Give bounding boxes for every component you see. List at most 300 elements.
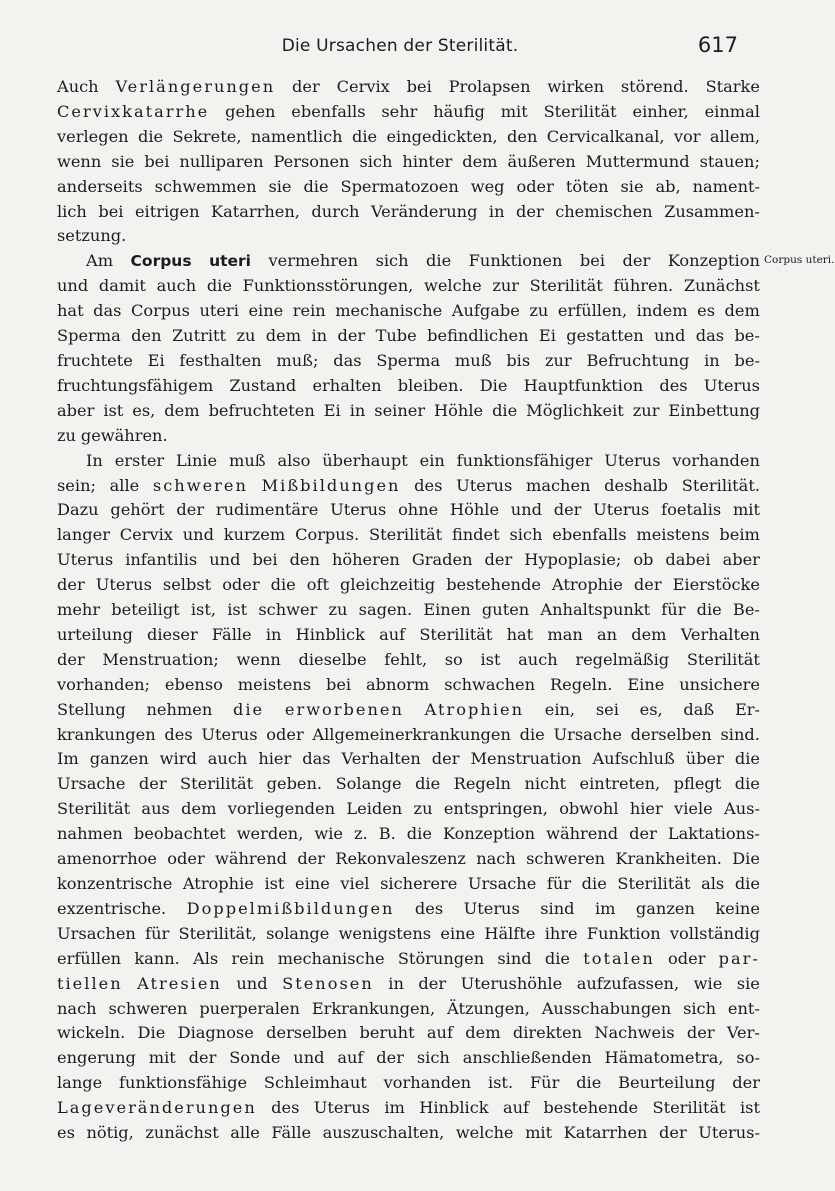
word: der bbox=[57, 649, 85, 669]
word: auch bbox=[156, 276, 197, 296]
word: viel bbox=[340, 874, 370, 893]
word: exzentrische. bbox=[57, 898, 167, 918]
word: alle bbox=[109, 475, 140, 495]
word: auf bbox=[379, 624, 406, 644]
word: vollständig bbox=[669, 923, 760, 943]
word: setzung. bbox=[57, 226, 127, 246]
word: Funktion bbox=[586, 923, 661, 943]
word: äußeren bbox=[507, 151, 576, 171]
word: Im bbox=[57, 749, 79, 769]
word: das bbox=[695, 326, 725, 346]
word: In bbox=[86, 450, 103, 470]
word: nulliparen bbox=[179, 151, 264, 171]
word: Hauptfunktion bbox=[523, 375, 644, 395]
text-line bbox=[57, 399, 760, 424]
spaced-emphasis-word: Atrophien bbox=[424, 699, 525, 719]
word: zu bbox=[413, 799, 433, 819]
word: Die bbox=[479, 375, 508, 395]
word: verlegen bbox=[57, 126, 129, 146]
word: Funktionen bbox=[468, 251, 563, 271]
word: befruchteten bbox=[208, 400, 315, 420]
word: wenigstens bbox=[338, 923, 432, 943]
word: oft bbox=[306, 575, 330, 595]
word: führen. bbox=[613, 276, 674, 296]
spaced-emphasis-word: Mißbildungen bbox=[261, 475, 401, 495]
text-line bbox=[57, 822, 760, 847]
running-header bbox=[60, 33, 740, 62]
word: namentlich bbox=[250, 126, 343, 146]
word: gleichzeitig bbox=[340, 575, 436, 595]
text-line bbox=[57, 125, 760, 150]
word: muß; bbox=[276, 350, 319, 370]
word: der bbox=[622, 251, 651, 271]
word: in bbox=[349, 400, 366, 420]
word: Zutritt bbox=[171, 326, 227, 346]
word: stauen; bbox=[699, 151, 760, 171]
word: Eine bbox=[627, 674, 665, 694]
word: die bbox=[206, 276, 232, 296]
word: einher, bbox=[632, 101, 689, 121]
word: bei bbox=[406, 77, 432, 96]
word: infantilis bbox=[125, 550, 198, 570]
word: Eierstöcke bbox=[672, 575, 760, 595]
word: hat bbox=[506, 624, 534, 644]
word: Spermatozoen bbox=[340, 176, 459, 196]
word: rein bbox=[231, 948, 265, 968]
word: Be- bbox=[732, 600, 760, 620]
word: ob bbox=[633, 550, 654, 570]
word: vorhanden bbox=[672, 450, 760, 470]
word: der bbox=[337, 326, 366, 346]
word: deshalb bbox=[604, 475, 669, 495]
word: wird bbox=[159, 749, 197, 769]
word: muß bbox=[229, 450, 266, 470]
word: schweren bbox=[526, 849, 606, 869]
word: des bbox=[414, 475, 443, 495]
word: be- bbox=[734, 326, 760, 346]
word: eintreten, bbox=[579, 774, 661, 794]
text-line bbox=[57, 175, 760, 200]
word: welche bbox=[455, 1123, 514, 1143]
word: zur bbox=[632, 400, 660, 420]
word: Beurteilung bbox=[618, 1073, 716, 1093]
word: die bbox=[576, 1073, 602, 1093]
word: durch bbox=[311, 201, 360, 221]
word: werden, bbox=[236, 824, 304, 844]
word: aus bbox=[141, 799, 170, 819]
word: der bbox=[553, 500, 582, 520]
word: Aufschluß bbox=[592, 749, 675, 769]
word: puerperalen bbox=[199, 998, 300, 1018]
word: Erkrankungen, bbox=[311, 998, 436, 1018]
word: nehmen bbox=[146, 699, 213, 719]
word: Atrophie bbox=[551, 575, 623, 595]
text-line bbox=[57, 797, 760, 822]
word: krankungen bbox=[57, 724, 156, 744]
text-line bbox=[57, 498, 760, 523]
word: die bbox=[406, 824, 432, 844]
word: Ursache bbox=[57, 774, 126, 794]
word: Uterus bbox=[456, 475, 513, 495]
word: engerung bbox=[57, 1048, 136, 1068]
word: schwer bbox=[258, 600, 318, 620]
word: damit bbox=[98, 276, 146, 296]
word: daß bbox=[683, 699, 715, 719]
word: und bbox=[209, 550, 241, 570]
word: indem bbox=[636, 301, 688, 321]
word: Uterus bbox=[593, 500, 650, 520]
word: eingedickten, bbox=[386, 126, 498, 146]
word: Als bbox=[193, 948, 219, 968]
word: die bbox=[734, 774, 760, 794]
word: den bbox=[507, 126, 538, 146]
word: ihre bbox=[544, 923, 578, 943]
word: bestehende bbox=[446, 575, 541, 595]
word: erhalten bbox=[312, 375, 382, 395]
word: Uterus bbox=[313, 1098, 370, 1118]
word: schwachen bbox=[444, 674, 536, 694]
word: der bbox=[188, 1048, 217, 1068]
word: und bbox=[236, 973, 268, 993]
word: des bbox=[271, 1098, 300, 1118]
word: sei bbox=[595, 699, 619, 719]
word: der bbox=[57, 575, 85, 595]
word: solange bbox=[266, 923, 330, 943]
text-line bbox=[57, 972, 760, 997]
word: sind bbox=[497, 948, 532, 968]
word: hier bbox=[629, 799, 663, 819]
word: dem bbox=[631, 624, 667, 644]
word: einmal bbox=[704, 101, 760, 121]
word: die bbox=[415, 774, 441, 794]
word: zu bbox=[529, 301, 549, 321]
text-line bbox=[57, 673, 760, 698]
spaced-emphasis-word: Verlängerungen bbox=[115, 77, 276, 96]
word: auszuschalten, bbox=[322, 1123, 445, 1143]
word: Zunächst bbox=[683, 276, 760, 296]
word: der bbox=[633, 575, 662, 595]
word: sie bbox=[736, 973, 760, 993]
word: es bbox=[697, 301, 715, 321]
word: die bbox=[426, 251, 452, 271]
word: mehr bbox=[57, 600, 101, 620]
text-line bbox=[57, 349, 760, 374]
word: Für bbox=[529, 1073, 560, 1093]
word: hat bbox=[57, 301, 84, 321]
word: ist bbox=[264, 874, 285, 893]
word: sie bbox=[111, 151, 135, 171]
word: Menstruation; bbox=[102, 649, 219, 669]
word: man bbox=[547, 624, 583, 644]
bold-term: uteri bbox=[209, 252, 251, 271]
word: Funktionsstörungen, bbox=[242, 276, 414, 296]
word: ist. bbox=[487, 1073, 514, 1093]
word: in bbox=[704, 350, 720, 370]
word: oder bbox=[668, 948, 706, 968]
word: Sterilität bbox=[180, 774, 254, 794]
word: dieselbe bbox=[298, 649, 367, 669]
word: sich bbox=[683, 998, 717, 1018]
word: in bbox=[265, 624, 282, 644]
word: Sperma bbox=[57, 326, 121, 346]
word: Sterilität bbox=[652, 1098, 726, 1118]
spaced-emphasis-word: par- bbox=[718, 948, 760, 968]
text-line bbox=[57, 997, 760, 1022]
word: ein, bbox=[544, 699, 576, 719]
word: keine bbox=[715, 898, 760, 918]
word: Sonde bbox=[229, 1048, 281, 1068]
word: Störungen bbox=[397, 948, 485, 968]
word: Uterus bbox=[201, 724, 258, 744]
word: für bbox=[661, 600, 686, 620]
word: der bbox=[629, 824, 657, 844]
word: Ei bbox=[147, 350, 165, 370]
word: schwemmen bbox=[154, 176, 257, 196]
word: der bbox=[659, 1123, 687, 1143]
word: Schleimhaut bbox=[263, 1073, 367, 1093]
word: Stellung bbox=[57, 699, 126, 719]
word: gestatten bbox=[566, 326, 644, 346]
word: pflegt bbox=[673, 774, 722, 794]
word: hier bbox=[258, 749, 292, 769]
word: sind bbox=[540, 898, 575, 918]
word: Cervix bbox=[119, 525, 173, 545]
word: beim bbox=[719, 525, 760, 545]
word: vorhanden; bbox=[57, 674, 150, 694]
spaced-emphasis-word: die bbox=[233, 699, 265, 719]
word: Die bbox=[137, 1023, 166, 1043]
spaced-emphasis-word: erworbenen bbox=[284, 699, 404, 719]
text-line bbox=[57, 324, 760, 349]
word: Uterus bbox=[463, 898, 520, 918]
body-text bbox=[57, 75, 760, 1146]
word: auf bbox=[426, 1023, 453, 1043]
word: im bbox=[594, 898, 616, 918]
text-line bbox=[57, 772, 760, 797]
word: lich bbox=[57, 201, 87, 221]
word: den bbox=[289, 550, 320, 570]
word: rudimentäre bbox=[215, 500, 319, 520]
word: Krankheiten. bbox=[615, 849, 722, 869]
word: Menstruation bbox=[470, 749, 582, 769]
word: so bbox=[444, 649, 463, 669]
word: Die bbox=[732, 849, 760, 869]
word: der bbox=[732, 1073, 760, 1093]
word: ebenso bbox=[164, 674, 223, 694]
word: Starke bbox=[705, 77, 760, 96]
word: mit bbox=[732, 500, 760, 520]
text-line bbox=[57, 573, 760, 598]
word: sie bbox=[268, 176, 292, 196]
word: meistens bbox=[237, 674, 312, 694]
word: nament- bbox=[692, 176, 760, 196]
word: mit bbox=[500, 101, 528, 121]
word: oder bbox=[222, 575, 260, 595]
word: ab, bbox=[655, 176, 681, 196]
word: uteri bbox=[199, 301, 239, 321]
word: Uterus bbox=[95, 575, 152, 595]
word: zu bbox=[328, 600, 348, 620]
word: der bbox=[297, 849, 325, 869]
word: meistens bbox=[636, 525, 710, 545]
word: die bbox=[270, 575, 296, 595]
word: Höhle bbox=[449, 500, 500, 520]
spaced-emphasis-word: Cervixkatarrhe bbox=[57, 101, 210, 121]
word: Allgemeinerkrankungen bbox=[312, 724, 511, 744]
word: während bbox=[214, 849, 288, 869]
text-line bbox=[57, 548, 760, 573]
word: dem bbox=[164, 400, 200, 420]
word: festhalten bbox=[179, 350, 262, 370]
word: Einen bbox=[423, 600, 471, 620]
word: auf bbox=[337, 1048, 364, 1068]
word: Sperma bbox=[376, 350, 441, 370]
word: Cervix bbox=[336, 77, 390, 96]
word: nötig, bbox=[86, 1123, 134, 1143]
word: Sterilität bbox=[686, 649, 760, 669]
word: Tube bbox=[375, 326, 417, 346]
text-line bbox=[57, 872, 760, 897]
word: unsichere bbox=[679, 674, 760, 694]
word: Uterus bbox=[57, 550, 114, 570]
word: wenn bbox=[236, 649, 281, 669]
word: Prolapsen bbox=[448, 77, 531, 96]
spaced-emphasis-word: Atresien bbox=[137, 973, 222, 993]
text-line bbox=[57, 1071, 760, 1096]
word: höheren bbox=[331, 550, 400, 570]
word: wenn bbox=[57, 151, 102, 171]
text-line bbox=[57, 847, 760, 872]
word: Sterilität, bbox=[178, 923, 257, 943]
word: die bbox=[137, 126, 164, 146]
word: weg bbox=[470, 176, 505, 196]
word: befindlichen bbox=[427, 326, 529, 346]
word: eine bbox=[248, 301, 284, 321]
word: der bbox=[292, 77, 320, 96]
word: Höhle bbox=[434, 400, 484, 420]
word: sicherere bbox=[380, 874, 458, 893]
word: obwohl bbox=[559, 799, 619, 819]
word: Hämatometra, bbox=[604, 1048, 724, 1068]
word: aufzufassen, bbox=[576, 973, 680, 993]
word: Linie bbox=[176, 450, 218, 470]
word: beteiligt bbox=[111, 600, 180, 620]
word: kurzem bbox=[223, 525, 286, 545]
word: derselben bbox=[266, 1023, 348, 1043]
word: fruchtete bbox=[57, 350, 133, 370]
word: es bbox=[57, 1123, 75, 1143]
word: vor bbox=[673, 126, 701, 146]
word: Fälle bbox=[271, 1123, 312, 1143]
word: Uterus bbox=[604, 450, 661, 470]
word: guten bbox=[481, 600, 530, 620]
text-line bbox=[57, 747, 760, 772]
word: über bbox=[685, 749, 724, 769]
word: für bbox=[145, 923, 170, 943]
word: Corpus. bbox=[295, 525, 360, 545]
word: Hypoplasie; bbox=[524, 550, 622, 570]
word: alle bbox=[230, 1123, 260, 1143]
word: die bbox=[544, 948, 570, 968]
word: die bbox=[734, 749, 760, 769]
word: Ei bbox=[538, 326, 556, 346]
word: welche bbox=[423, 276, 482, 296]
word: muß bbox=[454, 350, 492, 370]
word: erster bbox=[114, 450, 165, 470]
word: des bbox=[414, 898, 444, 918]
word: störend. bbox=[620, 77, 689, 96]
word: Dazu bbox=[57, 500, 99, 520]
word: also bbox=[277, 450, 311, 470]
word: z. bbox=[354, 824, 368, 844]
text-line bbox=[57, 648, 760, 673]
word: auch bbox=[518, 649, 558, 669]
word: foetalis bbox=[661, 500, 722, 520]
word: Uterus bbox=[703, 375, 760, 395]
word: Hinblick bbox=[419, 1098, 489, 1118]
word: zu bbox=[57, 425, 76, 445]
word: und bbox=[57, 276, 89, 296]
text-line bbox=[57, 75, 760, 100]
word: eine bbox=[295, 874, 330, 893]
word: das bbox=[93, 301, 122, 321]
word: der bbox=[516, 201, 544, 221]
word: viele bbox=[674, 799, 713, 819]
word: Sterilität bbox=[543, 101, 617, 121]
word: kann. bbox=[134, 948, 180, 968]
word: Möglichkeit bbox=[526, 400, 624, 420]
word: Aufgabe bbox=[451, 301, 520, 321]
word: zunächst bbox=[145, 1123, 219, 1143]
word: beruht bbox=[359, 1023, 415, 1043]
word: die bbox=[734, 874, 760, 893]
word: das bbox=[302, 749, 331, 769]
word: die bbox=[351, 126, 378, 146]
word: bis bbox=[506, 350, 531, 370]
text-line bbox=[57, 150, 760, 175]
word: die bbox=[581, 874, 607, 893]
word: Sekrete, bbox=[172, 126, 242, 146]
word: Verhalten bbox=[680, 624, 760, 644]
word: Solange bbox=[335, 774, 402, 794]
text-line bbox=[57, 598, 760, 623]
word: hinter bbox=[402, 151, 453, 171]
word: Uterushöhle bbox=[460, 973, 563, 993]
word: funktionsfähige bbox=[119, 1073, 248, 1093]
word: vorhanden bbox=[383, 1073, 472, 1093]
word: für bbox=[546, 874, 572, 893]
word: Zustand bbox=[229, 375, 297, 395]
word: so- bbox=[736, 1048, 760, 1068]
word: den bbox=[131, 326, 162, 346]
word: Konzeption bbox=[667, 251, 760, 271]
word: der bbox=[138, 774, 167, 794]
word: sich bbox=[375, 251, 409, 271]
word: nahmen bbox=[57, 824, 123, 844]
word: bei bbox=[325, 674, 352, 694]
word: mechanische bbox=[277, 948, 385, 968]
word: Corpus bbox=[130, 301, 190, 321]
word: mechanische bbox=[335, 301, 443, 321]
word: Konzeption bbox=[442, 824, 536, 844]
bold-term: Corpus bbox=[130, 252, 192, 271]
word: findet bbox=[451, 525, 500, 545]
text-line bbox=[57, 474, 760, 499]
word: Ursachen bbox=[57, 923, 136, 943]
text-line bbox=[57, 1096, 760, 1121]
word: schweren bbox=[108, 998, 188, 1018]
text-line bbox=[57, 698, 760, 723]
